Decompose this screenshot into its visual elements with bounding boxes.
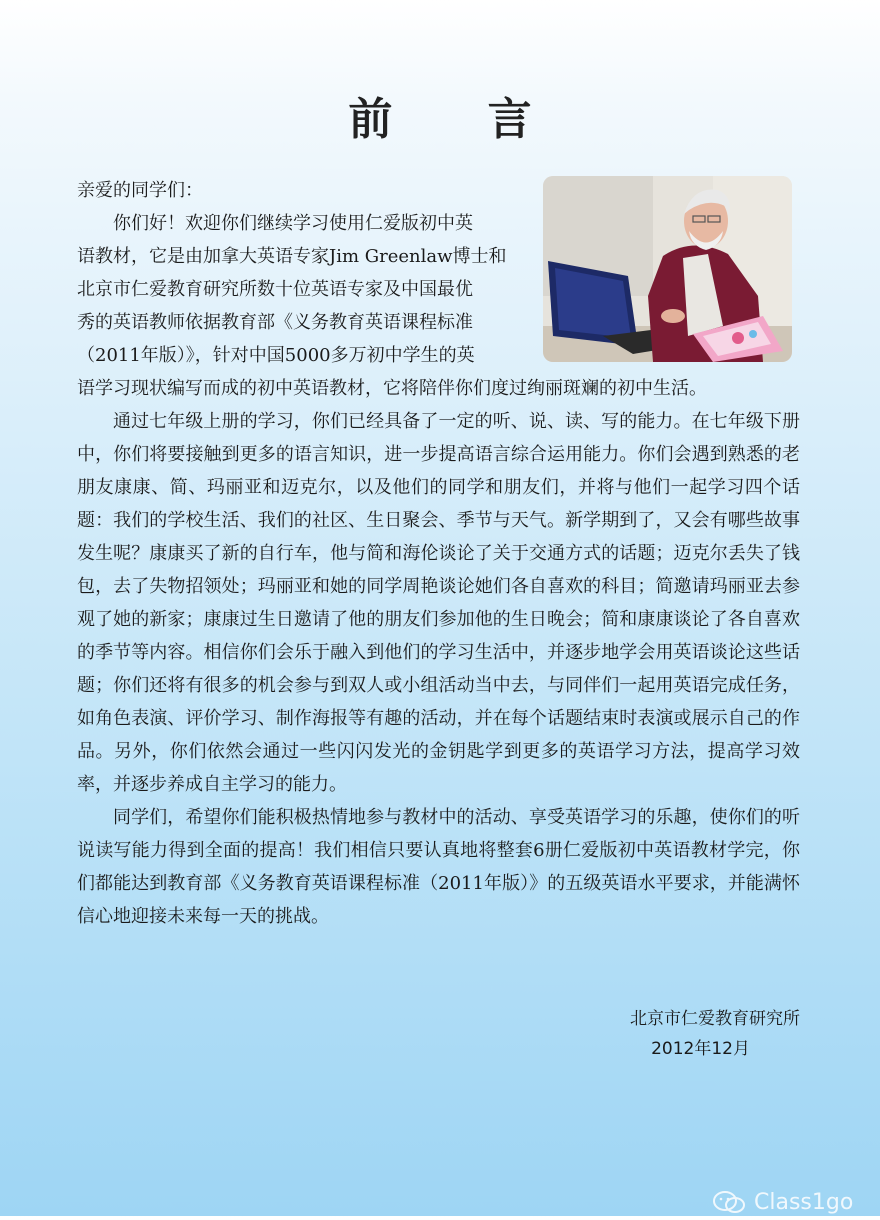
p1-tail: 语学习现状编写而成的初中英语教材，它将陪伴你们度过绚丽斑斓的初中生活。 (77, 378, 707, 399)
signature-date: 2012年12月 (651, 1039, 750, 1059)
signature-block (540, 1004, 800, 1064)
p1-line: 你们好！欢迎你们继续学习使用仁爱版初中英 (113, 213, 473, 234)
p1-line: 北京市仁爱教育研究所数十位英语专家及中国最优 (77, 279, 473, 300)
wechat-icon (712, 1190, 746, 1214)
p1-line: 秀的英语教师依据教育部《义务教育英语课程标准 (77, 312, 473, 333)
p1-line: 语教材，它是由加拿大英语专家Jim Greenlaw博士和 (77, 246, 507, 267)
paragraph-1 (77, 207, 800, 405)
page-title: 前 言 (348, 94, 572, 145)
watermark-text: Class1go (754, 1189, 854, 1215)
paragraph-3: 同学们，希望你们能积极热情地参与教材中的活动、享受英语学习的乐趣，使你们的听说读写能力得到全面的提高！我们相信只要认真地将整套6册仁爱版初中英语教材学完，你们都能达到教育部《义务教育英语课程标准（2011年版）》的五级英语水平要求，并能满怀信心地迎接未来每一天的挑战。 (77, 807, 800, 927)
signature: 北京市仁爱教育研究所 (630, 1009, 800, 1029)
p1-line: （2011年版）》，针对中国5000多万初中学生的英 (77, 345, 475, 366)
preface-body (77, 174, 800, 933)
watermark (712, 1188, 880, 1216)
paragraph-2: 通过七年级上册的学习，你们已经具备了一定的听、说、读、写的能力。在七年级下册中，你们将要接触到更多的语言知识，进一步提高语言综合运用能力。你们会遇到熟悉的老朋友康康、简、玛丽亚和迈克尔，以及他们的同学和朋友们，并将与他们一起学习四个话题：我们的学校生活、我们的社区、生日聚会、季节与天气。新学期到了，又会有哪些故事发生呢？康康买了新的自行车，他与简和海伦谈论了关于交通方式的话题；迈克尔丢失了钱包，去了失物招领处；玛丽亚和她的同学周艳谈论她们各自喜欢的科目；简邀请玛丽亚去参观了她的新家；康康过生日邀请了他的朋友们参加他的生日晚会；简和康康谈论了各自喜欢的季节等内容。相信你们会乐于融入到他们的学习生活中，并逐步地学会用英语谈论这些话题；你们还将有很多的机会参与到双人或小组活动当中去，与同伴们一起用英语完成任务，如角色表演、评价学习、制作海报等有趣的活动，并在每个话题结束时表演或展示自己的作品。另外，你们依然会通过一些闪闪发光的金钥匙学到更多的英语学习方法，提高学习效率，并逐步养成自主学习的能力。 (77, 411, 800, 795)
salutation: 亲爱的同学们： (77, 180, 203, 201)
